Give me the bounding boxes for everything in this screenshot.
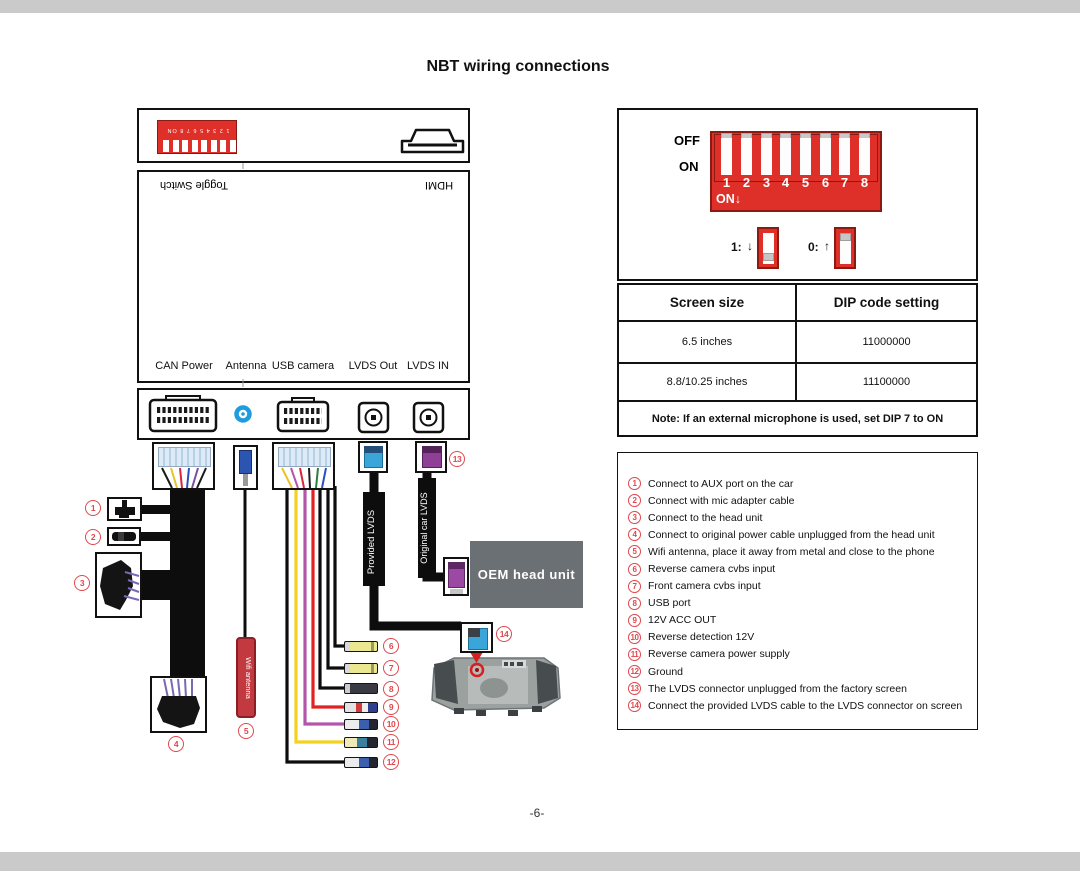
port-label-antenna: Antenna xyxy=(225,360,267,372)
legend-num-6: 6 xyxy=(628,563,641,576)
camera-power-connector xyxy=(344,737,378,748)
power-cable-connector xyxy=(152,678,205,731)
aux-connector xyxy=(109,499,140,519)
dip-number-3: 3 xyxy=(762,175,771,190)
legend-num-8: 8 xyxy=(628,597,641,610)
legend-text-3: Connect to the head unit xyxy=(648,511,763,524)
screen-connector-pointer xyxy=(470,652,483,676)
callout-6: 6 xyxy=(383,638,399,654)
dip-number-1: 1 xyxy=(722,175,731,190)
table-note: Note: If an external microphone is used, set DIP 7 to ON xyxy=(651,412,944,425)
callout-9: 9 xyxy=(383,699,399,715)
legend-num-14: 14 xyxy=(628,699,641,712)
port-label-usb-camera: USB camera xyxy=(271,360,335,372)
dip-on-direction: ON↓ xyxy=(716,192,741,206)
callout-4: 4 xyxy=(168,736,184,752)
usb-port-connector xyxy=(344,683,378,694)
table-cell-code-2: 11100000 xyxy=(862,376,911,388)
ground-connector xyxy=(344,757,378,768)
legend-text-6: Reverse camera cvbs input xyxy=(648,563,776,576)
callout-7: 7 xyxy=(383,660,399,676)
port-label-lvds-in: LVDS IN xyxy=(407,360,449,372)
legend-num-12: 12 xyxy=(628,665,641,678)
page-number: -6- xyxy=(529,806,545,820)
power-cable-connector-box xyxy=(150,676,207,733)
usb-camera-port-icon xyxy=(278,398,328,431)
page-title: NBT wiring connections xyxy=(426,58,610,75)
legend-text-11: Reverse camera power supply xyxy=(648,648,790,661)
lvds-in-port-icon xyxy=(414,403,443,432)
legend-text-9: 12V ACC OUT xyxy=(648,614,717,627)
legend-num-4: 4 xyxy=(628,528,641,541)
callout-8: 8 xyxy=(383,681,399,697)
callout-12: 12 xyxy=(383,754,399,770)
port-label-lvds-out: LVDS Out xyxy=(348,360,398,372)
antenna-port-icon xyxy=(237,408,250,421)
antenna-plug-box xyxy=(233,445,258,490)
original-lvds-plug-box xyxy=(415,441,447,473)
table-header-screen-size: Screen size xyxy=(669,295,745,310)
callout-2: 2 xyxy=(85,529,101,545)
usb-camera-plug-box xyxy=(272,442,335,490)
table-cell-size-2: 8.8/10.25 inches xyxy=(666,376,748,388)
dip-number-4: 4 xyxy=(781,175,790,190)
legend-num-2: 2 xyxy=(628,494,641,507)
up-arrow-icon: ↑ xyxy=(824,239,830,253)
callout-1: 1 xyxy=(85,500,101,516)
callout-3: 3 xyxy=(74,575,90,591)
wire-6-black xyxy=(335,486,344,646)
legend-text-14: Connect the provided LVDS cable to the LVDS connector on screen xyxy=(648,699,963,712)
legend-num-7: 7 xyxy=(628,580,641,593)
can-power-plug-box xyxy=(152,442,215,490)
legend-text-7: Front camera cvbs input xyxy=(648,580,761,593)
dip-on-label: ON xyxy=(679,159,699,174)
dip-up-label: 0: xyxy=(808,240,819,254)
down-arrow-icon: ↓ xyxy=(747,239,753,253)
callout-10: 10 xyxy=(383,716,399,732)
legend-text-13: The LVDS connector unplugged from the factory screen xyxy=(648,682,907,695)
legend-num-10: 10 xyxy=(628,631,641,644)
oem-lvds-plug-box xyxy=(443,557,469,596)
lvds-out-port-icon xyxy=(359,403,388,432)
mic-connector-box xyxy=(107,527,141,546)
screen-lvds-plug-box xyxy=(460,622,493,653)
oem-head-unit-label: OEM head unit xyxy=(477,567,576,582)
front-camera-connector xyxy=(344,663,378,674)
legend-text-12: Ground xyxy=(648,665,684,678)
mic-connector xyxy=(109,529,139,544)
oem-head-unit-box xyxy=(470,541,583,608)
can-power-port-icon xyxy=(150,396,216,431)
legend-text-5: Wifi antenna, place it away from metal and close to the phone xyxy=(648,545,935,558)
callout-14: 14 xyxy=(496,626,512,642)
main-power-harness-cable xyxy=(140,486,205,678)
aux-connector-box xyxy=(107,497,142,521)
legend-num-3: 3 xyxy=(628,511,641,524)
acc-out-connector xyxy=(344,702,378,713)
provided-lvds-label: Provided LVDS xyxy=(366,509,377,575)
provided-lvds-cable xyxy=(374,468,461,626)
legend-text-8: USB port xyxy=(648,597,691,610)
reverse-detection-connector xyxy=(344,719,378,730)
legend-num-5: 5 xyxy=(628,545,641,558)
wire-8-black xyxy=(320,486,344,688)
provided-lvds-plug-box xyxy=(358,441,388,473)
legend-num-1: 1 xyxy=(628,477,641,490)
legend-num-11: 11 xyxy=(628,648,641,661)
dip-number-7: 7 xyxy=(840,175,849,190)
head-unit-connector-box xyxy=(95,552,142,618)
dip-number-6: 6 xyxy=(821,175,830,190)
head-unit-connector xyxy=(97,554,140,616)
wifi-antenna-label: Wifi antenna xyxy=(244,657,253,699)
dip-off-label: OFF xyxy=(674,133,700,148)
dip-number-5: 5 xyxy=(801,175,810,190)
port-label-can-power: CAN Power xyxy=(155,360,213,372)
table-header-dip-code: DIP code setting xyxy=(833,295,940,310)
can-plug-wires xyxy=(154,444,213,488)
antenna-plug xyxy=(239,450,252,474)
callout-5: 5 xyxy=(238,723,254,739)
dip-number-2: 2 xyxy=(742,175,751,190)
original-car-lvds-label: Original car LVDS xyxy=(419,492,429,564)
dip-number-8: 8 xyxy=(860,175,869,190)
dip-down-label: 1: xyxy=(731,240,742,254)
usb-plug-wires xyxy=(274,444,333,488)
callout-11: 11 xyxy=(383,734,399,750)
reverse-camera-connector xyxy=(344,641,378,652)
toggle-switch-label: Toggle Switch xyxy=(160,179,228,191)
legend-text-10: Reverse detection 12V xyxy=(648,631,755,644)
table-cell-code-1: 11000000 xyxy=(862,336,911,348)
legend-text-4: Connect to original power cable unplugged from the head unit xyxy=(648,528,935,541)
table-cell-size-1: 6.5 inches xyxy=(681,336,733,348)
legend-num-13: 13 xyxy=(628,682,641,695)
hdmi-label: HDMI xyxy=(424,179,454,191)
legend-text-2: Connect with mic adapter cable xyxy=(648,494,795,507)
hdmi-port-icon xyxy=(402,130,463,152)
legend-num-9: 9 xyxy=(628,614,641,627)
mini-dip-label: 1 2 3 4 5 6 7 8 ON xyxy=(166,127,230,133)
callout-13: 13 xyxy=(449,451,465,467)
legend-text-1: Connect to AUX port on the car xyxy=(648,477,794,490)
